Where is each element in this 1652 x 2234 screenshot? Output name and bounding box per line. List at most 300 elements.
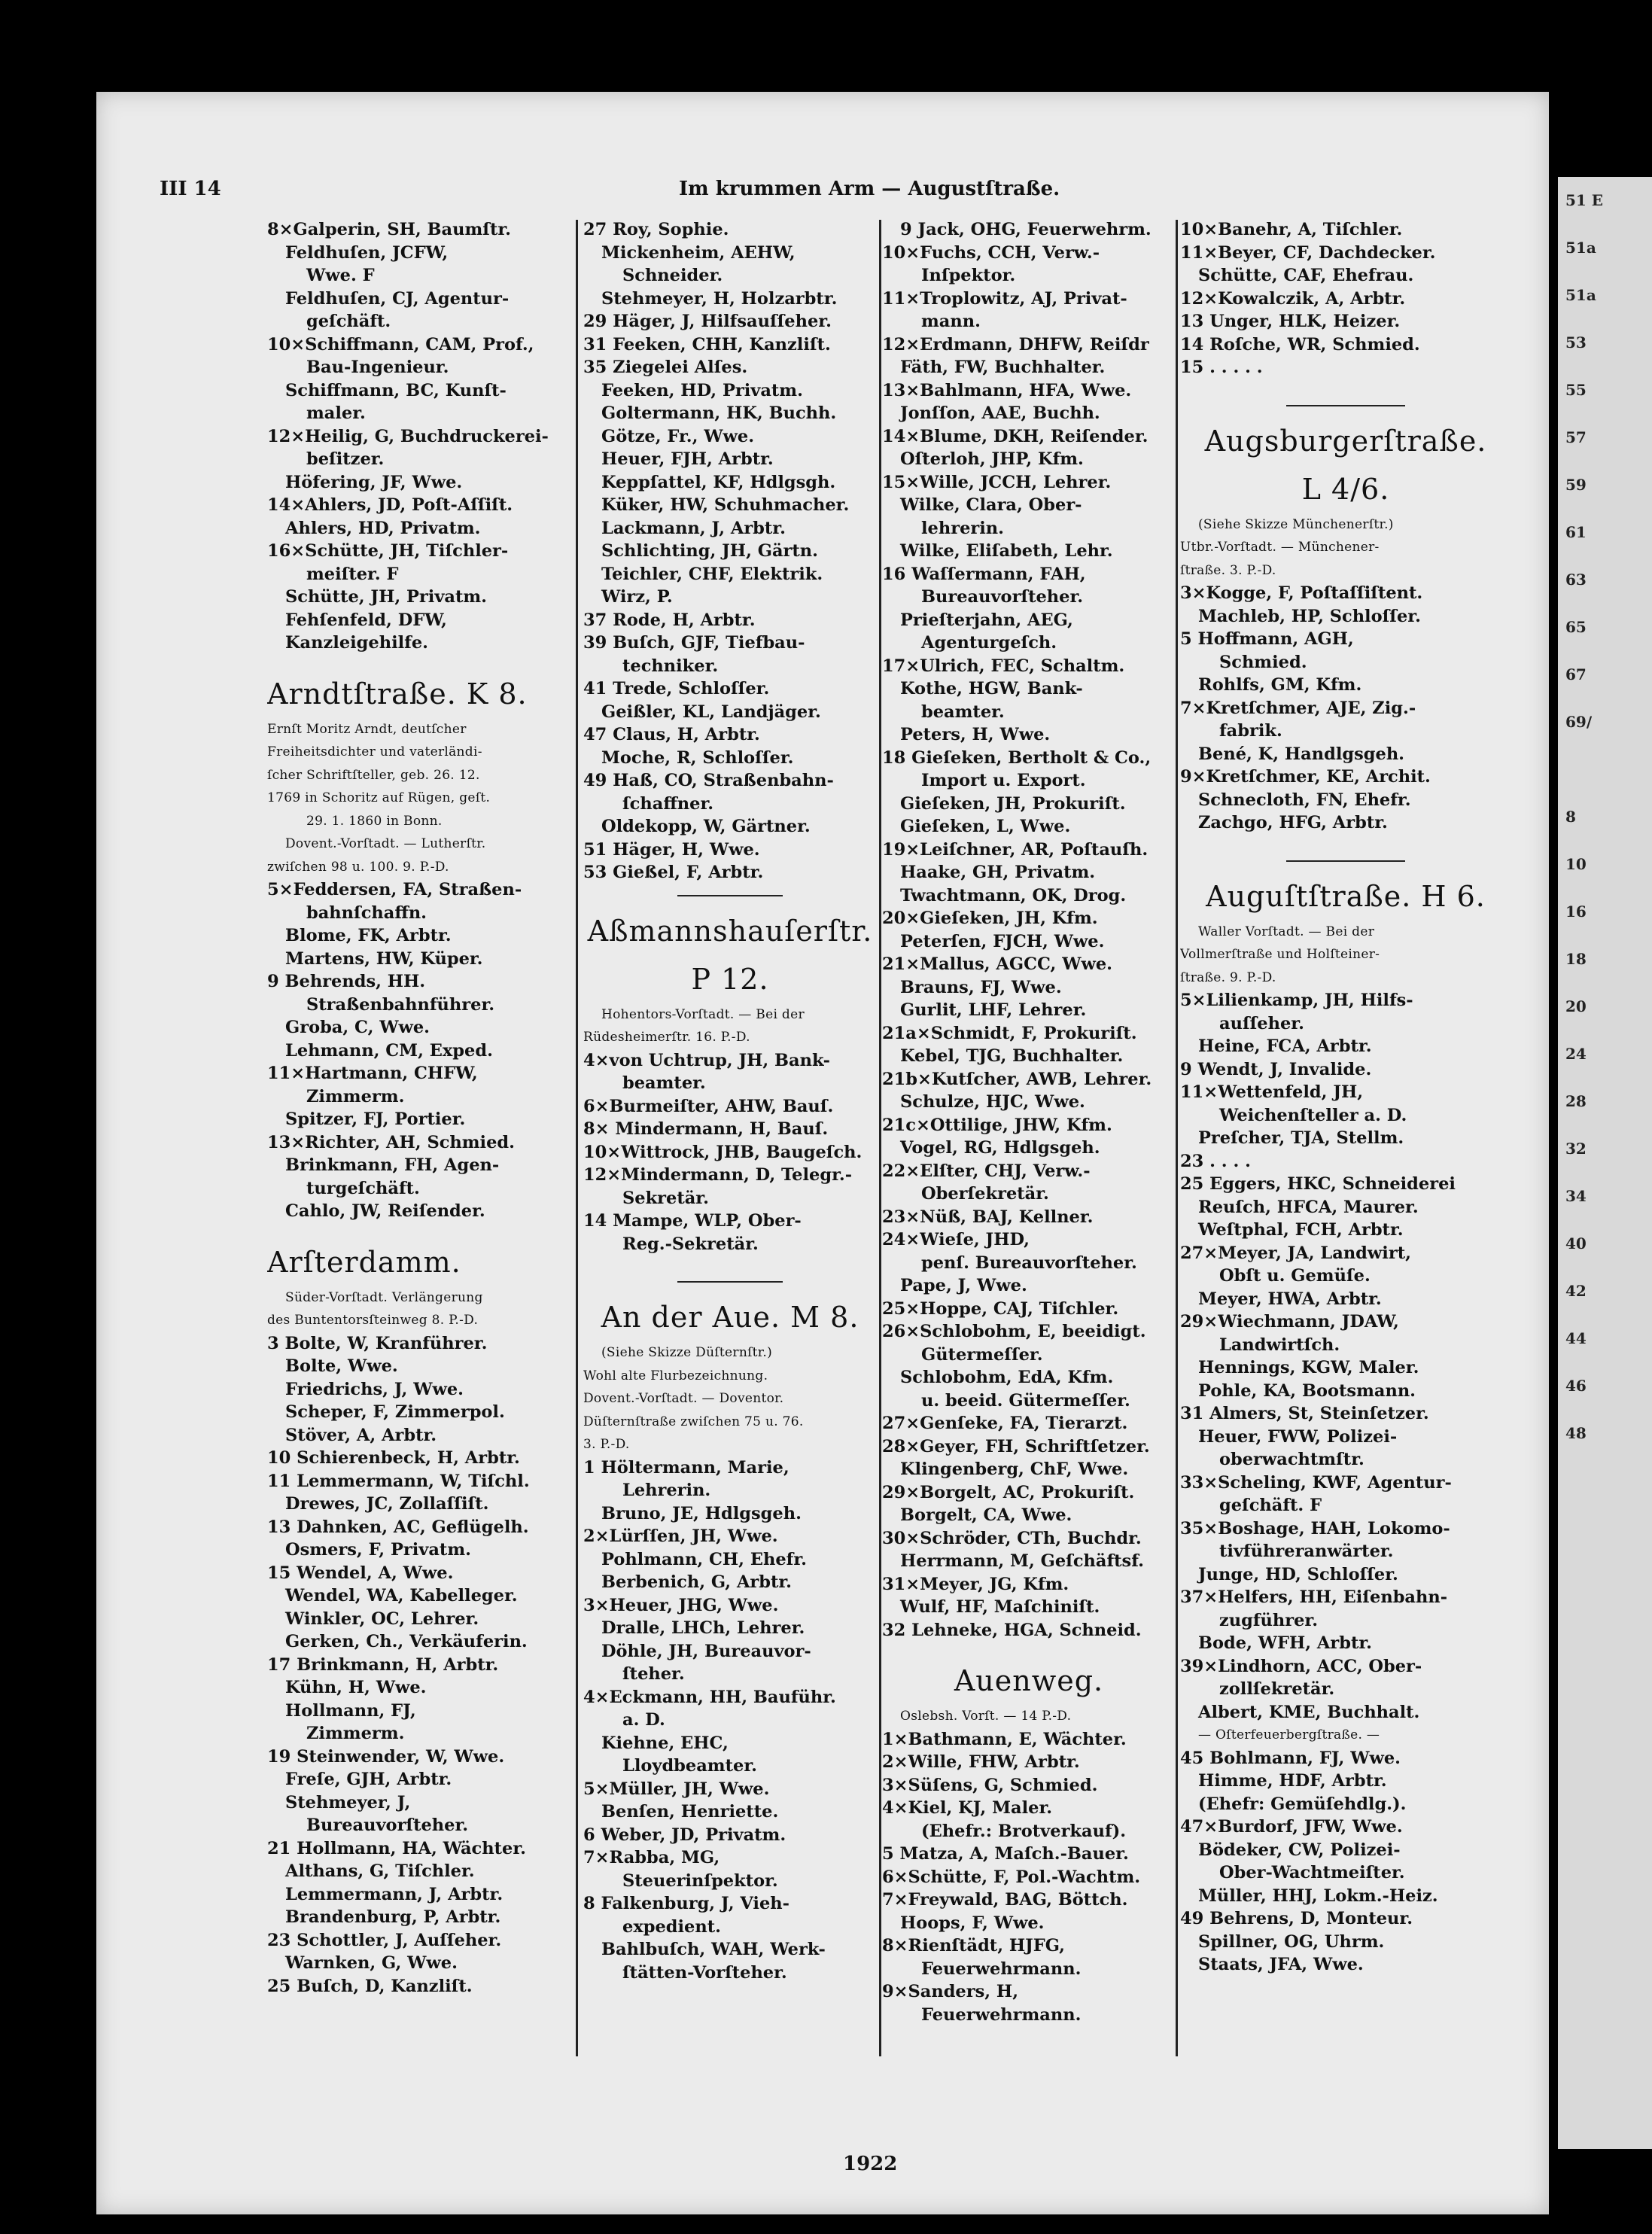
- next-page-fragment: 10: [1565, 855, 1587, 873]
- directory-entry-line: Götze, Fr., Wwe.: [601, 426, 755, 446]
- directory-entry-line: 6×Schütte, F, Pol.-Wachtm.: [882, 1867, 1141, 1887]
- street-heading: L 4/6.: [1301, 472, 1390, 506]
- directory-entry-line: 9 Behrends, HH.: [267, 972, 426, 991]
- directory-entry-line: Wulf, HF, Maſchiniſt.: [900, 1597, 1100, 1617]
- directory-entry-line: Weichenſteller a. D.: [1219, 1105, 1407, 1125]
- directory-entry-line: 37 Rode, H, Arbtr.: [583, 610, 756, 630]
- directory-entry-line: Sekretär.: [622, 1188, 709, 1208]
- directory-entry-line: 14×Blume, DKH, Reiſender.: [882, 426, 1148, 446]
- directory-entry-line: 27×Meyer, JA, Landwirt,: [1180, 1243, 1411, 1263]
- directory-entry-line: Kebel, TJG, Buchhalter.: [900, 1046, 1124, 1066]
- directory-entry-line: Bureauvorſteher.: [306, 1816, 469, 1835]
- next-page-fragment: 28: [1565, 1092, 1587, 1110]
- next-page-fragment: 8: [1565, 808, 1576, 826]
- street-description: 29. 1. 1860 in Bonn.: [306, 813, 443, 829]
- directory-entry-line: Kiehne, EHC,: [601, 1733, 729, 1753]
- directory-entry-line: Agenturgeſch.: [921, 633, 1057, 653]
- directory-entry-line: 26×Schlobohm, E, beeidigt.: [882, 1322, 1146, 1341]
- next-page-fragment: 34: [1565, 1187, 1587, 1205]
- directory-entry-line: lehrerin.: [921, 518, 1004, 538]
- directory-entry-line: 25 Buſch, D, Kanzliſt.: [267, 1976, 473, 1996]
- directory-entry-line: Dralle, LHCh, Lehrer.: [601, 1618, 805, 1638]
- directory-entry-line: Peters, H, Wwe.: [900, 725, 1051, 744]
- directory-entry-line: turgeſchäft.: [306, 1178, 420, 1198]
- directory-entry-line: Kothe, HGW, Bank-: [900, 679, 1083, 699]
- directory-entry-line: Herrmann, M, Geſchäftsf.: [900, 1551, 1144, 1571]
- directory-entry-line: Stöver, A, Arbtr.: [285, 1425, 437, 1445]
- directory-entry-line: Spillner, OG, Uhrm.: [1198, 1931, 1385, 1952]
- street-heading: Auenweg.: [954, 1664, 1104, 1697]
- street-heading: P 12.: [691, 962, 769, 996]
- directory-entry-line: 32 Lehneke, HGA, Schneid.: [882, 1620, 1142, 1640]
- directory-entry-line: a. D.: [622, 1710, 665, 1730]
- next-page-fragment: 61: [1565, 523, 1587, 541]
- directory-entry-line: 3×Heuer, JHG, Wwe.: [583, 1595, 779, 1615]
- spacer: [267, 1223, 572, 1238]
- directory-entry-line: 29×Wiechmann, JDAW,: [1180, 1312, 1399, 1332]
- directory-entry-line: 31×Meyer, JG, Kfm.: [882, 1574, 1069, 1594]
- directory-entry-line: 16×Schütte, JH, Tiſchler-: [267, 541, 509, 561]
- directory-entry-line: 41 Trede, Schloſſer.: [583, 679, 770, 699]
- directory-entry-line: 47 Claus, H, Arbtr.: [583, 725, 760, 744]
- directory-entry-line: 23 Schottler, J, Auſſeher.: [267, 1930, 502, 1950]
- directory-entry-line: 9 Jack, OHG, Feuerwehrm.: [900, 220, 1152, 239]
- directory-entry-line: Prieſterjahn, AEG,: [900, 610, 1073, 630]
- directory-entry-line: 8×Rienſtädt, HJFG,: [882, 1936, 1065, 1956]
- spacer: [583, 1255, 877, 1271]
- directory-entry-line: Machleb, HP, Schloſſer.: [1198, 606, 1421, 626]
- directory-entry-line: Winkler, OC, Lehrer.: [285, 1609, 479, 1629]
- directory-entry-line: 12×Mindermann, D, Telegr.-: [583, 1165, 853, 1185]
- page-header: [160, 178, 1228, 208]
- directory-entry-line: Teichler, CHF, Elektrik.: [601, 564, 823, 584]
- directory-entry-line: Preſcher, TJA, Stellm.: [1198, 1128, 1404, 1148]
- directory-entry-line: 4×Eckmann, HH, Bauführ.: [583, 1687, 836, 1707]
- directory-entry-line: Wilke, Eliſabeth, Lehr.: [900, 541, 1113, 561]
- directory-entry-line: Spitzer, FJ, Portier.: [285, 1109, 466, 1129]
- directory-entry-line: 20×Gieſeken, JH, Kfm.: [882, 909, 1098, 928]
- directory-entry-line: geſchäft. F: [1219, 1496, 1322, 1515]
- column-divider: [879, 220, 881, 2056]
- directory-entry-line: techniker.: [622, 656, 719, 676]
- directory-entry-line: 29 Häger, J, Hilfsauſſeher.: [583, 312, 832, 331]
- directory-entry-line: Schulze, HJC, Wwe.: [900, 1092, 1085, 1112]
- directory-entry-line: 11×Beyer, CF, Dachdecker.: [1180, 242, 1436, 263]
- next-page-fragment: 16: [1565, 902, 1587, 921]
- directory-entry-line: Mickenheim, AEHW,: [601, 242, 796, 263]
- directory-entry-line: 45 Bohlmann, FJ, Wwe.: [1180, 1748, 1401, 1768]
- directory-entry-line: Fehſenfeld, DFW,: [285, 610, 447, 630]
- section-rule: [1180, 394, 1511, 417]
- directory-entry-line: Bolte, Wwe.: [285, 1356, 398, 1376]
- directory-entry-line: Müller, HHJ, Lokm.-Heiz.: [1198, 1886, 1438, 1906]
- directory-entry-line: 12×Kowalczik, A, Arbtr.: [1180, 288, 1406, 309]
- directory-entry-line: Kanzleigehilfe.: [285, 633, 429, 653]
- street-description: Dovent.-Vorſtadt. — Doventor.: [583, 1391, 784, 1406]
- directory-entry-line: 7×Rabba, MG,: [583, 1848, 720, 1867]
- directory-entry-line: beamter.: [921, 702, 1005, 722]
- next-page-fragment: 51a: [1565, 239, 1596, 257]
- directory-entry-line: Ober-Wachtmeiſter.: [1219, 1863, 1405, 1882]
- spacer: [882, 1642, 1176, 1657]
- directory-entry-line: Twachtmann, OK, Drog.: [900, 885, 1127, 905]
- street-heading: Arſterdamm.: [267, 1245, 461, 1279]
- directory-entry-line: 11×Wettenfeld, JH,: [1180, 1082, 1364, 1102]
- next-page-fragment: 46: [1565, 1377, 1587, 1395]
- directory-entry-line: Pohle, KA, Bootsmann.: [1198, 1380, 1416, 1401]
- directory-entry-line: 6 Weber, JD, Privatm.: [583, 1825, 786, 1845]
- directory-entry-line: 49 Behrens, D, Monteur.: [1180, 1909, 1413, 1928]
- column-divider: [576, 220, 578, 2056]
- directory-entry-line: 49 Haß, CO, Straßenbahn-: [583, 771, 834, 790]
- directory-entry-line: Zimmerm.: [306, 1086, 405, 1106]
- directory-entry-line: 9 Wendt, J, Invalide.: [1180, 1059, 1372, 1079]
- directory-entry-line: Reg.-Sekretär.: [622, 1234, 759, 1254]
- directory-entry-line: (Ehefr: Gemüſehdlg.).: [1198, 1794, 1407, 1814]
- street-description: zwiſchen 98 u. 100. 9. P.-D.: [267, 859, 449, 875]
- directory-entry-line: Kühn, H, Wwe.: [285, 1678, 427, 1697]
- directory-entry-line: 31 Almers, St, Steinſetzer.: [1180, 1404, 1429, 1423]
- directory-entry-line: Pohlmann, CH, Ehefr.: [601, 1549, 807, 1569]
- column-1: [267, 218, 572, 1998]
- street-description: des Buntentorsſteinweg 8. P.-D.: [267, 1313, 479, 1328]
- directory-entry-line: Lehrerin.: [622, 1481, 711, 1500]
- directory-entry-line: ſchaffner.: [622, 793, 714, 814]
- column-4: [1180, 218, 1511, 1977]
- directory-entry-line: ſteher.: [622, 1664, 685, 1684]
- section-rule: [583, 1271, 877, 1293]
- directory-entry-line: Brauns, FJ, Wwe.: [900, 977, 1062, 997]
- directory-entry-line: Klingenberg, ChF, Wwe.: [900, 1459, 1129, 1479]
- directory-entry-line: Bureauvorſteher.: [921, 587, 1084, 607]
- directory-entry-line: 5×Müller, JH, Wwe.: [583, 1779, 770, 1799]
- directory-entry-line: Fäth, FW, Buchhalter.: [900, 358, 1106, 377]
- directory-entry-line: Schütte, JH, Privatm.: [285, 587, 488, 607]
- directory-entry-line: Althans, G, Tiſchler.: [285, 1861, 475, 1881]
- directory-entry-line: 23×Nüß, BAJ, Kellner.: [882, 1207, 1094, 1227]
- directory-entry-line: Schnecloth, FN, Ehefr.: [1198, 790, 1411, 810]
- directory-entry-line: 9×Kretſchmer, KE, Archit.: [1180, 767, 1431, 787]
- directory-entry-line: Gieſeken, JH, Prokuriſt.: [900, 793, 1126, 814]
- directory-entry-line: 29×Borgelt, AC, Prokuriſt.: [882, 1482, 1135, 1502]
- street-description: (Siehe Skizze Münchenerſtr.): [1198, 516, 1394, 532]
- directory-entry-line: penſ. Bureauvorſteher.: [921, 1252, 1137, 1273]
- directory-entry-line: 33×Scheling, KWF, Agentur-: [1180, 1472, 1452, 1493]
- directory-entry-line: Inſpektor.: [921, 266, 1016, 285]
- directory-entry-line: 11 Lemmermann, W, Tiſchl.: [267, 1471, 530, 1491]
- directory-entry-line: Drewes, JC, Zollaſſiſt.: [285, 1494, 489, 1514]
- directory-entry-line: Heuer, FJH, Arbtr.: [601, 449, 774, 469]
- directory-entry-line: Junge, HD, Schloſſer.: [1198, 1564, 1398, 1584]
- directory-entry-line: Bahlbuſch, WAH, Werk-: [601, 1940, 826, 1959]
- directory-entry-line: Schlobohm, EdA, Kfm.: [900, 1368, 1114, 1387]
- directory-entry-line: Wendel, WA, Kabelleger.: [285, 1586, 518, 1605]
- directory-entry-line: 21×Mallus, AGCC, Wwe.: [882, 954, 1112, 974]
- directory-entry-line: Oberſekretär.: [921, 1184, 1049, 1204]
- next-page-fragment: 40: [1565, 1234, 1587, 1252]
- directory-entry-line: 39 Buſch, GJF, Tiefbau-: [583, 633, 805, 653]
- street-description: — Oſterfeuerbergſtraße. —: [1198, 1727, 1380, 1742]
- directory-entry-line: 13×Bahlmann, HFA, Wwe.: [882, 380, 1132, 400]
- directory-entry-line: Schütte, CAF, Ehefrau.: [1198, 266, 1414, 285]
- directory-entry-line: Warnken, G, Wwe.: [285, 1953, 458, 1973]
- directory-entry-line: Straßenbahnführer.: [306, 994, 495, 1015]
- next-page-fragment: 32: [1565, 1140, 1587, 1158]
- directory-entry-line: Bené, K, Handlgsgeh.: [1198, 744, 1405, 764]
- directory-entry-line: Cahlo, JW, Reiſender.: [285, 1201, 485, 1221]
- next-page-edge: [1558, 177, 1652, 2149]
- directory-entry-line: 15×Wille, JCCH, Lehrer.: [882, 472, 1112, 492]
- directory-entry-line: tivführeranwärter.: [1219, 1542, 1394, 1561]
- street-description: Süder-Vorſtadt. Verlängerung: [285, 1289, 483, 1305]
- directory-entry-line: 25 Eggers, HKC, Schneiderei: [1180, 1174, 1456, 1194]
- directory-entry-line: 21 Hollmann, HA, Wächter.: [267, 1838, 526, 1858]
- directory-entry-line: Stehmeyer, H, Holzarbtr.: [601, 288, 838, 309]
- directory-entry-line: 51 Häger, H, Wwe.: [583, 839, 760, 860]
- directory-entry-line: Peterſen, FJCH, Wwe.: [900, 931, 1105, 951]
- directory-entry-line: Martens, HW, Küper.: [285, 948, 483, 969]
- directory-entry-line: Oldekopp, W, Gärtner.: [601, 817, 811, 836]
- street-description: 3. P.-D.: [583, 1437, 630, 1452]
- directory-entry-line: 19 Steinwender, W, Wwe.: [267, 1746, 505, 1767]
- directory-entry-line: 13×Richter, AH, Schmied.: [267, 1132, 515, 1152]
- directory-entry-line: Weſtphal, FCH, Arbtr.: [1198, 1220, 1404, 1240]
- directory-entry-line: Hollmann, FJ,: [285, 1700, 416, 1721]
- directory-entry-line: Scheper, F, Zimmerpol.: [285, 1402, 505, 1422]
- directory-entry-line: Schiffmann, BC, Kunſt-: [285, 380, 507, 400]
- directory-entry-line: Gütermeſſer.: [921, 1344, 1043, 1365]
- directory-entry-line: Feuerwehrmann.: [921, 1959, 1082, 1979]
- directory-entry-line: Groba, C, Wwe.: [285, 1018, 430, 1037]
- directory-entry-line: Goltermann, HK, Buchh.: [601, 403, 837, 423]
- directory-entry-line: Brinkmann, FH, Agen-: [285, 1155, 500, 1175]
- directory-entry-line: 10×Schiffmann, CAM, Prof.,: [267, 334, 534, 355]
- directory-entry-line: 7×Freywald, BAG, Böttch.: [882, 1890, 1128, 1910]
- street-description: Rüdesheimerſtr. 16. P.-D.: [583, 1030, 750, 1045]
- column-3: [882, 218, 1176, 2026]
- street-description: Wohl alte Flurbezeichnung.: [583, 1368, 768, 1383]
- directory-entry-line: 37×Helfers, HH, Eiſenbahn-: [1180, 1587, 1448, 1607]
- directory-entry-line: beſitzer.: [306, 449, 385, 469]
- directory-entry-line: meiſter. F: [306, 564, 399, 584]
- street-description: Vollmerſtraße und Holſteiner-: [1180, 947, 1380, 962]
- directory-entry-line: Lehmann, CM, Exped.: [285, 1040, 493, 1061]
- directory-entry-line: mann.: [921, 312, 981, 331]
- directory-entry-line: 15 . . . . .: [1180, 358, 1263, 377]
- directory-entry-line: Höfering, JF, Wwe.: [285, 472, 463, 492]
- spacer: [267, 655, 572, 670]
- directory-entry-line: 10×Banehr, A, Tiſchler.: [1180, 220, 1403, 239]
- directory-entry-line: 17 Brinkmann, H, Arbtr.: [267, 1654, 499, 1675]
- directory-entry-line: Gurlit, LHF, Lehrer.: [900, 1000, 1087, 1020]
- directory-entry-line: Pape, J, Wwe.: [900, 1276, 1027, 1295]
- directory-entry-line: 47×Burdorf, JFW, Wwe.: [1180, 1817, 1403, 1837]
- directory-entry-line: 16 Waſſermann, FAH,: [882, 564, 1086, 584]
- street-description: Oslebsh. Vorſt. — 14 P.-D.: [900, 1709, 1072, 1724]
- directory-entry-line: Osmers, F, Privatm.: [285, 1540, 471, 1560]
- section-rule: [583, 884, 877, 907]
- directory-entry-line: expedient.: [622, 1916, 721, 1937]
- next-page-fragment: 51a: [1565, 286, 1596, 304]
- directory-entry-line: 3 Bolte, W, Kranführer.: [267, 1333, 488, 1353]
- next-page-fragment: 55: [1565, 381, 1587, 399]
- directory-entry-line: Albert, KME, Buchhalt.: [1198, 1702, 1420, 1722]
- directory-entry-line: 39×Lindhorn, ACC, Ober-: [1180, 1656, 1422, 1676]
- directory-entry-line: Bode, WFH, Arbtr.: [1198, 1633, 1372, 1653]
- directory-entry-line: Hoops, F, Wwe.: [900, 1913, 1045, 1933]
- directory-entry-line: maler.: [306, 403, 366, 423]
- directory-entry-line: Lackmann, J, Arbtr.: [601, 518, 786, 538]
- directory-entry-line: Feldhuſen, JCFW,: [285, 242, 449, 263]
- directory-entry-line: Feldhuſen, CJ, Agentur-: [285, 288, 510, 309]
- next-page-fragment: 44: [1565, 1329, 1587, 1347]
- directory-entry-line: Haake, GH, Privatm.: [900, 863, 1096, 882]
- directory-entry-line: 10×Wittrock, JHB, Baugeſch.: [583, 1142, 863, 1162]
- directory-entry-line: 5×Lilienkamp, JH, Hilfs-: [1180, 991, 1413, 1010]
- page-footer-year: 1922: [843, 2153, 898, 2175]
- directory-entry-line: Meyer, HWA, Arbtr.: [1198, 1289, 1382, 1309]
- directory-entry-line: 13 Unger, HLK, Heizer.: [1180, 312, 1401, 331]
- directory-entry-line: 12×Heilig, G, Buchdruckerei-: [267, 426, 549, 446]
- directory-entry-line: 53 Gießel, F, Arbtr.: [583, 863, 764, 882]
- street-description: Düſternſtraße zwiſchen 75 u. 76.: [583, 1414, 804, 1429]
- directory-entry-line: 12×Erdmann, DHFW, Reiſdr: [882, 334, 1149, 355]
- directory-entry-line: 3×Süſens, G, Schmied.: [882, 1775, 1098, 1795]
- directory-entry-line: Lloydbeamter.: [622, 1756, 757, 1776]
- directory-entry-line: 1 Höltermann, Marie,: [583, 1457, 789, 1478]
- directory-entry-line: Feeken, HD, Privatm.: [601, 380, 803, 400]
- next-page-fragment: 18: [1565, 950, 1587, 968]
- directory-entry-line: Heine, FCA, Arbtr.: [1198, 1036, 1372, 1056]
- directory-entry-line: Schlichting, JH, Gärtn.: [601, 541, 818, 561]
- next-page-fragment: 67: [1565, 665, 1587, 683]
- directory-entry-line: Stehmeyer, J,: [285, 1792, 411, 1812]
- street-heading: Arndtſtraße. K 8.: [267, 677, 528, 711]
- next-page-fragment: 24: [1565, 1045, 1587, 1063]
- directory-entry-line: Küker, HW, Schuhmacher.: [601, 495, 850, 515]
- street-description: ſcher Schriftſteller, geb. 26. 12.: [267, 767, 480, 783]
- directory-entry-line: 3×Kogge, F, Poſtaſſiſtent.: [1180, 583, 1423, 603]
- next-page-fragment: 20: [1565, 997, 1587, 1015]
- directory-entry-line: Obſt u. Gemüſe.: [1219, 1266, 1371, 1286]
- directory-entry-line: 11×Troplowitz, AJ, Privat-: [882, 288, 1127, 309]
- directory-entry-line: Brandenburg, P, Arbtr.: [285, 1907, 501, 1927]
- directory-entry-line: 25×Hoppe, CAJ, Tiſchler.: [882, 1298, 1119, 1319]
- directory-entry-line: 4×von Uchtrup, JH, Bank-: [583, 1050, 831, 1070]
- directory-entry-line: Staats, JFA, Wwe.: [1198, 1955, 1364, 1974]
- street-description: (Siehe Skizze Düſternſtr.): [601, 1345, 773, 1360]
- directory-entry-line: Feuerwehrmann.: [921, 2004, 1082, 2025]
- directory-entry-line: u. beeid. Gütermeſſer.: [921, 1390, 1130, 1411]
- directory-entry-line: geſchäft.: [306, 312, 391, 331]
- directory-entry-line: Schmied.: [1219, 652, 1307, 672]
- directory-entry-line: 30×Schröder, CTh, Buchdr.: [882, 1528, 1142, 1548]
- directory-entry-line: Berbenich, G, Arbtr.: [601, 1572, 793, 1592]
- directory-entry-line: Hennings, KGW, Maler.: [1198, 1358, 1419, 1377]
- next-page-fragment: 69/: [1565, 713, 1593, 731]
- directory-entry-line: 5 Hoffmann, AGH,: [1180, 629, 1354, 649]
- directory-entry-line: Benſen, Henriette.: [601, 1802, 779, 1822]
- directory-entry-line: Schneider.: [622, 266, 723, 285]
- directory-entry-line: 14 Roſche, WR, Schmied.: [1180, 334, 1420, 355]
- directory-entry-line: Wilke, Clara, Ober-: [900, 495, 1082, 515]
- directory-entry-line: bahnſchaffn.: [306, 902, 427, 923]
- directory-entry-line: 22×Elſter, CHJ, Verw.-: [882, 1161, 1091, 1181]
- directory-entry-line: Bruno, JE, Hdlgsgeh.: [601, 1503, 802, 1523]
- directory-entry-line: fabrik.: [1219, 721, 1282, 741]
- directory-entry-line: auſſeher.: [1219, 1013, 1304, 1033]
- directory-entry-line: 9×Sanders, H,: [882, 1982, 1019, 2001]
- directory-entry-line: Steuerinſpektor.: [622, 1870, 778, 1891]
- directory-entry-line: Oſterloh, JHP, Kfm.: [900, 449, 1084, 469]
- directory-entry-line: 1×Bathmann, E, Wächter.: [882, 1729, 1127, 1749]
- directory-entry-line: Wwe. F: [306, 266, 375, 285]
- directory-entry-line: Lemmermann, J, Arbtr.: [285, 1884, 504, 1904]
- directory-entry-line: Vogel, RG, Hdlgsgeh.: [900, 1138, 1100, 1158]
- directory-entry-line: Rohlfs, GM, Kfm.: [1198, 675, 1362, 695]
- street-description: Waller Vorſtadt. — Bei der: [1198, 924, 1375, 939]
- directory-entry-line: Borgelt, CA, Wwe.: [900, 1505, 1072, 1525]
- next-page-fragment: 42: [1565, 1282, 1587, 1300]
- directory-entry-line: oberwachtmſtr.: [1219, 1450, 1364, 1469]
- directory-entry-line: Keppſattel, KF, Hdlgsgh.: [601, 472, 836, 492]
- directory-entry-line: Döhle, JH, Bureauvor-: [601, 1641, 811, 1661]
- directory-entry-line: 27×Genſeke, FA, Tierarzt.: [882, 1414, 1128, 1433]
- directory-entry-line: Reuſch, HFCA, Maurer.: [1198, 1197, 1419, 1217]
- section-rule: [1180, 850, 1511, 872]
- street-heading: Augsburgerſtraße.: [1204, 424, 1487, 458]
- directory-entry-line: 24×Wieſe, JHD,: [882, 1230, 1030, 1249]
- directory-entry-line: Blome, FK, Arbtr.: [285, 926, 452, 945]
- next-page-fragment: 48: [1565, 1424, 1587, 1442]
- directory-entry-line: 5 Matza, A, Maſch.-Bauer.: [882, 1844, 1129, 1864]
- directory-entry-line: 11×Hartmann, CHFW,: [267, 1064, 478, 1083]
- directory-entry-line: Zachgo, HFG, Arbtr.: [1198, 813, 1388, 832]
- next-page-fragment: 65: [1565, 618, 1587, 636]
- directory-entry-line: Heuer, FWW, Polizei-: [1198, 1426, 1398, 1447]
- street-description: Dovent.-Vorſtadt. — Lutherſtr.: [285, 836, 486, 851]
- directory-entry-line: Gieſeken, L, Wwe.: [900, 817, 1071, 836]
- directory-entry-line: 35 Ziegelei Alſes.: [583, 358, 748, 377]
- directory-entry-line: 14×Ahlers, JD, Poſt-Aſſiſt.: [267, 495, 513, 515]
- directory-entry-line: Wirz, P.: [601, 587, 673, 607]
- directory-entry-line: Himme, HDF, Arbtr.: [1198, 1771, 1387, 1791]
- directory-entry-line: 28×Geyer, FH, Schriftſetzer.: [882, 1436, 1150, 1456]
- street-description: Utbr.-Vorſtadt. — Münchener-: [1180, 540, 1380, 555]
- directory-entry-line: Moche, R, Schloſſer.: [601, 747, 794, 768]
- column-2: [583, 218, 877, 1984]
- next-page-fragment: [1558, 746, 1652, 793]
- directory-entry-line: 2×Lürſſen, JH, Wwe.: [583, 1526, 778, 1546]
- page-title: Im krummen Arm — Augustſtraße.: [679, 178, 1060, 200]
- street-description: Ernſt Moritz Arndt, deutſcher: [267, 721, 467, 737]
- directory-entry-line: 21a×Schmidt, F, Prokuriſt.: [882, 1023, 1137, 1043]
- directory-entry-line: 21c×Ottilige, JHW, Kfm.: [882, 1115, 1112, 1135]
- directory-entry-line: Landwirtſch.: [1219, 1335, 1340, 1355]
- directory-entry-line: 10 Schierenbeck, H, Arbtr.: [267, 1448, 520, 1468]
- next-page-fragment: 53: [1565, 333, 1587, 352]
- next-page-fragment: 63: [1565, 571, 1587, 589]
- directory-entry-line: 5×Feddersen, FA, Straßen-: [267, 880, 522, 899]
- street-description: ſtraße. 3. P.-D.: [1180, 562, 1276, 578]
- directory-entry-line: 18 Gieſeken, Bertholt & Co.,: [882, 747, 1152, 768]
- directory-entry-line: 13 Dahnken, AC, Geflügelh.: [267, 1517, 529, 1537]
- next-page-fragment: 57: [1565, 428, 1587, 446]
- directory-entry-line: 27 Roy, Sophie.: [583, 220, 729, 239]
- directory-entry-line: ſtätten-Vorſteher.: [622, 1962, 787, 1983]
- directory-entry-line: Geißler, KL, Landjäger.: [601, 702, 821, 722]
- directory-entry-line: 7×Kretſchmer, AJE, Zig.-: [1180, 698, 1416, 718]
